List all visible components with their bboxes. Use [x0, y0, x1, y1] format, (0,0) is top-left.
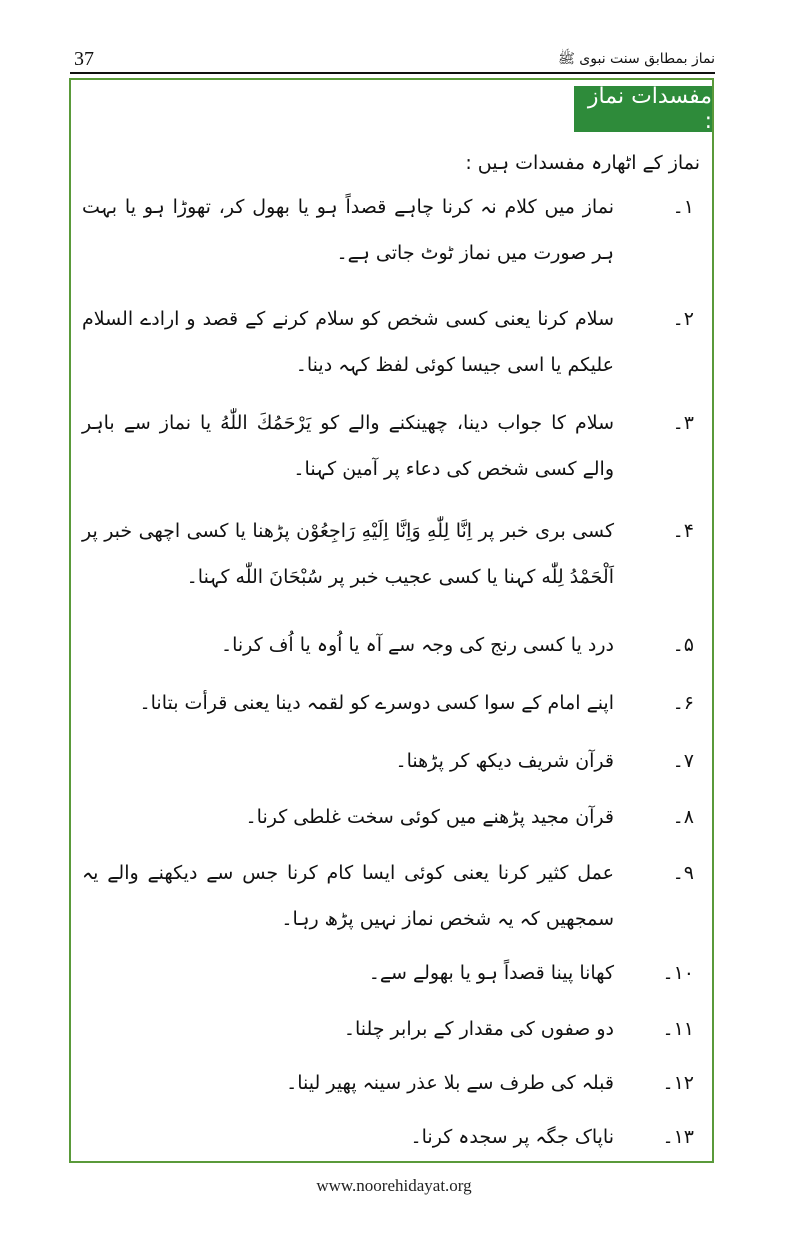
- page-number: 37: [74, 48, 94, 70]
- list-item: [82, 850, 702, 942]
- item-text: سلام کرنا یعنی کسی شخص کو سلام کرنے کے قصد و ارادے السلام علیکم یا اسی جیسا کوئی لفظ کہہ دینا۔: [82, 308, 614, 376]
- item-text: کھانا پینا قصداً ہو یا بھولے سے۔: [368, 962, 614, 984]
- item-number: ۱۳۔: [662, 1126, 694, 1148]
- item-text: عمل کثیر کرنا یعنی کوئی ایسا کام کرنا جس سے دیکھنے والے یہ سمجھیں کہ یہ شخص نماز نہیں پڑھ رہا۔: [82, 862, 614, 930]
- item-number: ۴۔: [672, 520, 694, 542]
- page-header: [70, 46, 715, 74]
- list-item: [82, 794, 702, 840]
- item-number: ۶۔: [672, 692, 694, 714]
- list-item: [82, 296, 702, 388]
- item-text: کسی بری خبر پر اِنَّا لِلّٰهِ وَاِنَّا اِلَيْهِ رَاجِعُوْن پڑھنا یا کسی اچھی خبر پر اَلْحَمْدُ لِلّٰه کہنا یا کسی عجیب خبر پر سُبْحَانَ اللّٰه کہنا۔: [82, 520, 614, 588]
- item-number: ۱۰۔: [662, 962, 694, 984]
- item-text: ناپاک جگہ پر سجدہ کرنا۔: [410, 1126, 614, 1148]
- item-number: ۳۔: [672, 412, 694, 434]
- item-number: ۱۔: [672, 196, 694, 218]
- list-item: [82, 680, 702, 726]
- item-number: ۵۔: [672, 634, 694, 656]
- list-item: [82, 950, 702, 996]
- item-text: دو صفوں کی مقدار کے برابر چلنا۔: [343, 1018, 614, 1040]
- intro-text: نماز کے اٹھارہ مفسدات ہیں :: [465, 152, 700, 174]
- item-number: ۹۔: [672, 862, 694, 884]
- list-item: [82, 508, 702, 600]
- header-divider: [70, 72, 715, 74]
- list-item: [82, 184, 702, 276]
- list-item: [82, 738, 702, 784]
- item-text: نماز میں کلام نہ کرنا چاہے قصداً ہو یا بھول کر، تھوڑا ہو یا بہت ہر صورت میں نماز ٹوٹ جاتی ہے۔: [82, 196, 614, 264]
- item-number: ۲۔: [672, 308, 694, 330]
- running-title: نماز بمطابق سنت نبوی ﷺ: [557, 51, 715, 67]
- item-text: قرآن شریف دیکھ کر پڑھنا۔: [395, 750, 614, 772]
- footer-url[interactable]: www.noorehidayat.org: [316, 1176, 472, 1195]
- section-title: مفسدات نماز :: [574, 86, 712, 132]
- item-text: اپنے امام کے سوا کسی دوسرے کو لقمہ دینا یعنی قرأت بتانا۔: [139, 692, 614, 714]
- list-item: [82, 622, 702, 668]
- item-number: ۱۲۔: [662, 1072, 694, 1094]
- list-item: [82, 1006, 702, 1052]
- item-number: ۷۔: [672, 750, 694, 772]
- item-text: سلام کا جواب دینا، چھینکنے والے کو یَرْحَمُكَ اللّٰهُ یا نماز سے باہر والے کسی شخص کی دعاء پر آمین کہنا۔: [82, 412, 614, 480]
- item-number: ۸۔: [672, 806, 694, 828]
- list-item: [82, 400, 702, 492]
- item-text: قبلہ کی طرف سے بلا عذر سینہ پھیر لینا۔: [286, 1072, 614, 1094]
- list-item: [82, 1060, 702, 1106]
- item-text: قرآن مجید پڑھنے میں کوئی سخت غلطی کرنا۔: [245, 806, 614, 828]
- list-item: [82, 1114, 702, 1160]
- item-text: درد یا کسی رنج کی وجہ سے آہ یا اُوہ یا اُف کرنا۔: [220, 634, 614, 656]
- item-number: ۱۱۔: [662, 1018, 694, 1040]
